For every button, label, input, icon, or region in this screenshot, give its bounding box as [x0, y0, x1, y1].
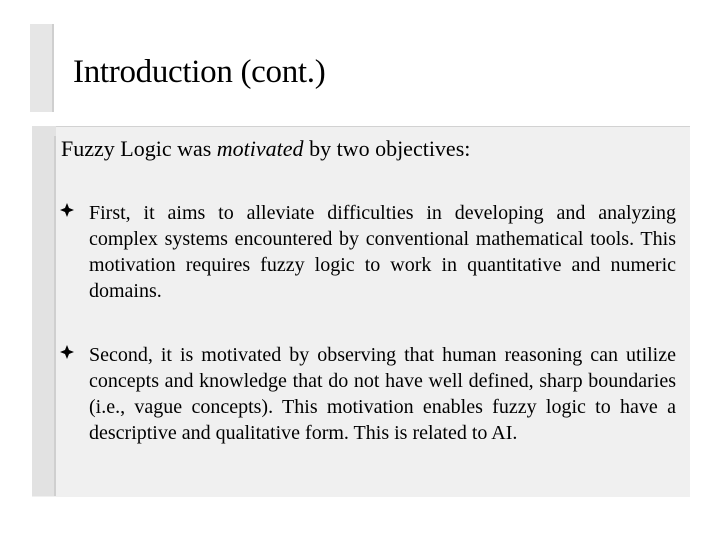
diamond-bullet-icon [60, 345, 74, 359]
intro-text [61, 134, 671, 164]
slide-title: Introduction (cont.) [73, 54, 326, 90]
content-accent-bar [32, 126, 56, 496]
bullet-text: Second, it is motivated by observing that human reasoning can utilize concepts and knowledge that do not have well defined, sharp boundaries (i.e., vague concepts). This motivation enables fuzzy logic to have a descriptive and qualitative form. This is related to AI. [89, 344, 676, 444]
diamond-bullet-icon [60, 203, 74, 217]
intro-text-emphasis: motivated [216, 136, 304, 161]
intro-text-after: by two objectives: [303, 136, 471, 161]
intro-text-before: Fuzzy Logic was [61, 136, 217, 161]
bullet-text: First, it aims to alleviate difficulties in developing and analyzing complex systems encountered by conventional mathematical tools. This motivation requires fuzzy logic to work in quantitative and numeric domains. [89, 202, 676, 302]
title-accent-bar [30, 24, 54, 112]
